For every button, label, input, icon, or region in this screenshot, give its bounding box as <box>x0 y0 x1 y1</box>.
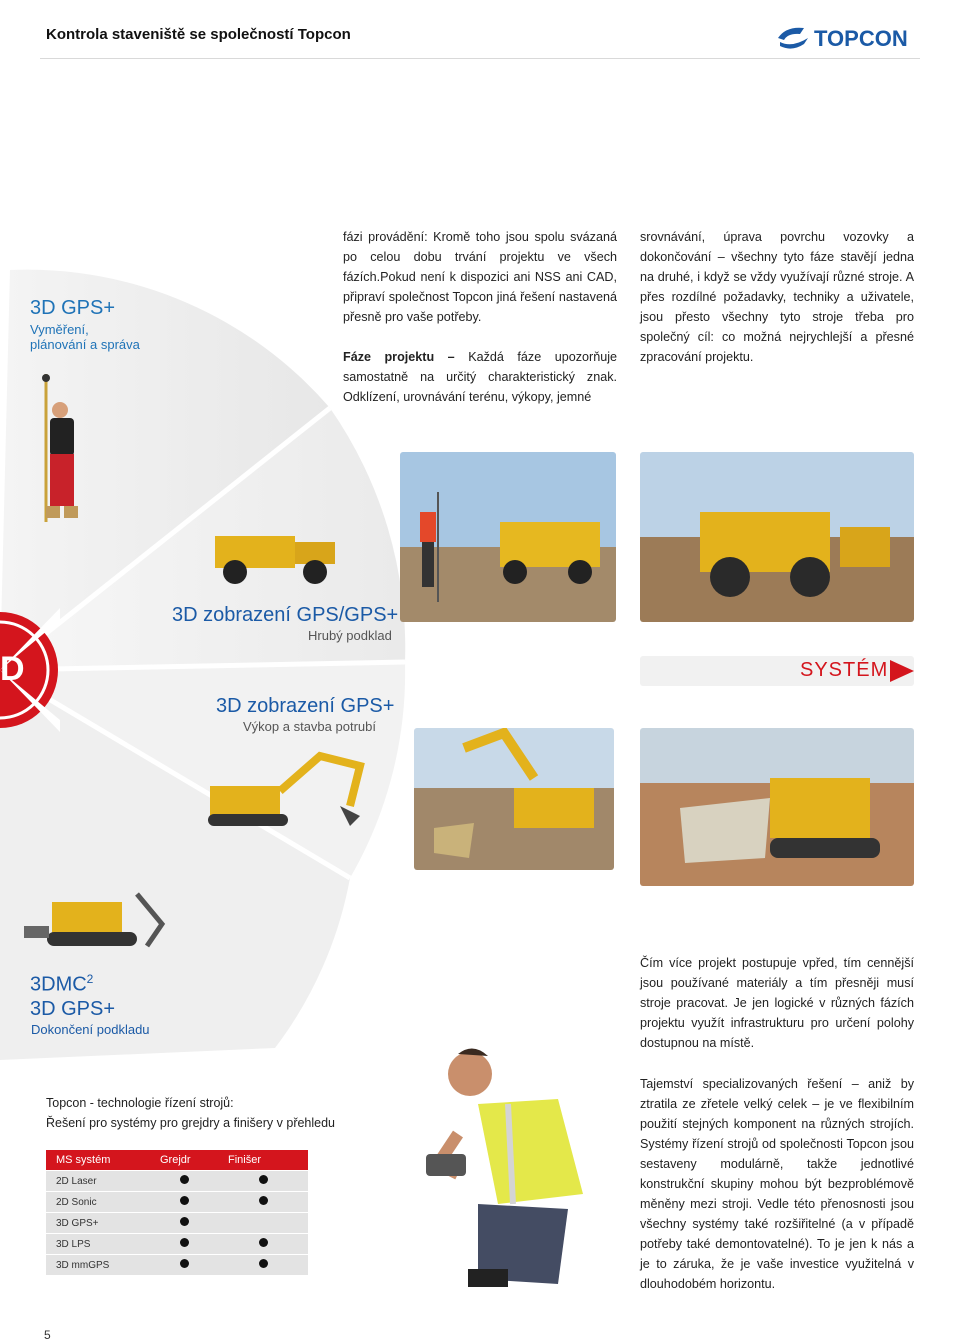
supported-dot-icon <box>259 1238 268 1247</box>
page-title: Kontrola staveniště se společností Topcon <box>46 26 351 43</box>
finish-title-text: 3DMC <box>30 973 87 996</box>
excavation-phase-title: 3D zobrazení GPS+ <box>216 695 395 717</box>
dozer-cutout <box>22 884 172 960</box>
row-grader-cell <box>150 1254 218 1275</box>
table-title-2: Řešení pro systémy pro grejdry a finišery v přehledu <box>46 1116 336 1130</box>
header-paver: Finišer <box>218 1150 308 1170</box>
topcon-logo <box>774 22 919 52</box>
svg-text:TOPCON: TOPCON <box>814 26 908 51</box>
row-grader-cell <box>150 1233 218 1254</box>
table-row <box>46 1254 308 1275</box>
row-system-name: 2D Sonic <box>46 1191 150 1212</box>
header-ms-system: MS systém <box>46 1150 150 1170</box>
table-title-1: Topcon - technologie řízení strojů: <box>46 1096 234 1110</box>
header-divider <box>40 58 920 59</box>
table-row <box>46 1191 308 1212</box>
surveyor-figure <box>28 372 88 532</box>
row-grader-cell <box>150 1191 218 1212</box>
row-system-name: 3D LPS <box>46 1233 150 1254</box>
survey-phase-sub2: plánování a správa <box>30 337 140 352</box>
excavator-photo <box>414 728 614 870</box>
excavation-phase-sub: Výkop a stavba potrubí <box>243 719 376 734</box>
finish-title-sup: 2 <box>86 972 94 986</box>
supported-dot-icon <box>180 1196 189 1205</box>
site-photo-scraper <box>640 452 914 622</box>
system-comparison-table <box>46 1150 308 1275</box>
page-number: 5 <box>44 1328 51 1342</box>
phase-bold-lead: Fáze projektu – <box>343 350 455 364</box>
row-paver-cell <box>218 1191 308 1212</box>
header-grader: Grejdr <box>150 1150 218 1170</box>
row-paver-cell <box>218 1233 308 1254</box>
phase-letter: D <box>0 650 25 688</box>
supported-dot-icon <box>259 1259 268 1268</box>
table-row <box>46 1212 308 1233</box>
row-grader-cell <box>150 1170 218 1191</box>
play-arrow-icon <box>890 660 914 682</box>
row-paver-cell <box>218 1254 308 1275</box>
table-row <box>46 1170 308 1191</box>
phase-paragraph-text: Každá fáze upozorňuje samostatně na určitý charakteristický znak. Odklízení, urovnávání terénu, výkopy, jemné <box>343 350 618 404</box>
row-system-name: 2D Laser <box>46 1170 150 1191</box>
supported-dot-icon <box>180 1217 189 1226</box>
table-row <box>46 1233 308 1254</box>
rough-phase-sub: Hrubý podklad <box>308 628 392 643</box>
supported-dot-icon <box>180 1259 189 1268</box>
intro-paragraph-1: fázi provádění: Kromě toho jsou spolu svázaná po celou dobu trvání projektu ve všech fázích.Pokud není k dispozici ani NSS ani CAD, připraví společnost Topcon jiná řešení nastavená přesně pro vaše potřeby. <box>343 230 617 324</box>
finish-phase-sub: Dokončení podkladu <box>31 1022 150 1037</box>
site-photo-surveyor <box>400 452 616 622</box>
scraper-cutout <box>205 520 345 586</box>
worker-with-controller <box>418 1044 598 1292</box>
phases-paragraph: srovnávání, úprava povrchu vozovky a dokončování – všechny tyto fáze stavějí jedna na druhé, i když se vždy využívají různé stroje. A přes rozdílné požadavky, techniky a uživatele, jsou přesto všechny tyto stroje třeba pro společný cíl: co možná nejrychlejší a přesné zpracování projektu. <box>640 230 914 364</box>
system-label: SYSTÉM <box>800 659 889 681</box>
row-system-name: 3D mmGPS <box>46 1254 150 1275</box>
finish-phase-title-1 <box>30 972 93 997</box>
dozer-photo <box>640 728 914 886</box>
survey-phase-title: 3D GPS+ <box>30 297 116 319</box>
rough-phase-title: 3D zobrazení GPS/GPS+ <box>172 604 399 626</box>
row-paver-cell <box>218 1212 308 1233</box>
finish-phase-title-2: 3D GPS+ <box>30 998 116 1020</box>
supported-dot-icon <box>180 1238 189 1247</box>
supported-dot-icon <box>180 1175 189 1184</box>
modular-paragraph: Tajemství specializovaných řešení – aniž by ztratila ze zřetele velký celek – je ve flexibilním použití stejných komponent na různých strojích. Systémy řízení strojů od společnosti Topcon jsou sestaveny modulárně, takže jednotlivé konstrukční skupiny mohou být bezproblémově měněny mezi stroji. Vedle této přenosnosti jsou všechny systémy také rozšiřitelné (a v případě potřeby také demontovatelné). To je jen k nás a je to záruka, že je vaše investice využitelná v dlouhodobém horizontu. <box>640 1077 914 1291</box>
intro-paragraph-2 <box>343 347 617 407</box>
excavator-cutout <box>200 746 370 832</box>
survey-phase-sub1: Vyměření, <box>30 322 89 337</box>
row-grader-cell <box>150 1212 218 1233</box>
supported-dot-icon <box>259 1175 268 1184</box>
supported-dot-icon <box>259 1196 268 1205</box>
row-paver-cell <box>218 1170 308 1191</box>
row-system-name: 3D GPS+ <box>46 1212 150 1233</box>
table-header-row <box>46 1150 308 1170</box>
progress-paragraph: Čím více projekt postupuje vpřed, tím cennější jsou používané materiály a tím přesněji musí stroje pracovat. Je jen logické v různých fázích projektu využít infrastrukturu pro určení polohy dostupnou na místě. <box>640 956 914 1050</box>
